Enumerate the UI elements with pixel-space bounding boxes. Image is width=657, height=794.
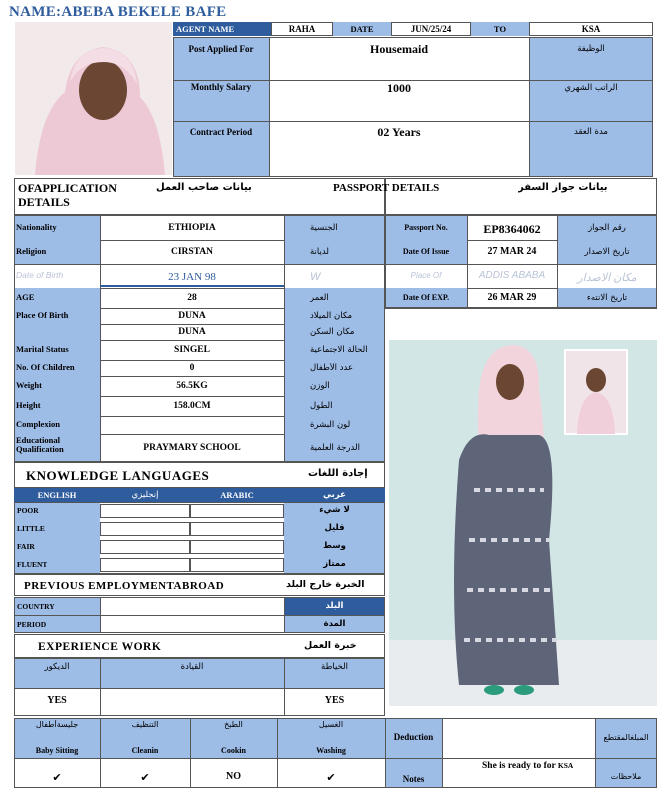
personal-value-9: 158.0CM (173, 400, 211, 411)
passport-value-0: EP8364062 (483, 222, 541, 236)
passport-details-label: PASSPORT DETAILS (333, 182, 440, 194)
skill-babysitting-ar: جليسةأطفال (35, 720, 79, 729)
passport-ar-0: رقم الجواز (588, 222, 626, 233)
personal-ar-2: W (310, 270, 321, 283)
portrait-image (15, 22, 172, 175)
personal-label-3: AGE (16, 292, 35, 302)
personal-label-1: Religion (16, 246, 47, 256)
application-details-label: OFAPPLICATION DETAILS (18, 181, 117, 209)
personal-ar-0: الجنسية (310, 222, 338, 233)
experience-col-driving: القيادة (180, 662, 204, 672)
personal-label-6: Marital Status (16, 344, 69, 354)
skill-washing-value: ✔ (326, 771, 336, 784)
monthly-salary-label: Monthly Salary (190, 82, 252, 92)
contract-period-ar: مدة العقد (574, 127, 608, 137)
skill-washing-label: Washing (316, 746, 346, 755)
skill-cooking-value: NO (226, 771, 241, 782)
personal-ar-5: مكان السكن (310, 326, 355, 337)
skill-babysitting-label: Baby Sitting (35, 746, 79, 755)
languages-title: KNOWLEDGE LANGUAGES (26, 468, 210, 483)
personal-value-0: ETHIOPIA (168, 222, 216, 233)
lang-level-label-1: LITTLE (17, 524, 45, 533)
period-label: PERIOD (17, 620, 47, 629)
post-applied-label: Post Applied For (188, 44, 254, 54)
date-label: DATE (350, 24, 374, 34)
to-value: KSA (581, 24, 601, 34)
notes-ar: ملاحظات (610, 772, 642, 781)
contract-period-value: 02 Years (377, 125, 421, 139)
experience-col-sewing: الخياطة (321, 662, 348, 672)
post-applied-ar: الوظيفة (577, 44, 605, 54)
experience-col-decor: الديكور (44, 662, 70, 672)
personal-value-1: CIRSTAN (170, 246, 214, 257)
skill-cooking-ar: الطبخ (224, 720, 243, 729)
passport-ar-3: تاريخ الانتهء (586, 292, 628, 303)
experience-decor-value: YES (47, 695, 67, 706)
experience-title-ar: خبرة العمل (304, 640, 357, 651)
monthly-salary-value: 1000 (387, 81, 411, 95)
applicant-full-photo (389, 340, 657, 706)
previous-employment-title: PREVIOUS EMPLOYMENTABROAD (24, 580, 225, 592)
passport-value-1: 27 MAR 24 (487, 246, 537, 257)
notes-value: She is ready to for KSA (482, 761, 574, 771)
skill-cleaning-ar: التنظيف (131, 720, 159, 729)
personal-label-10: Complexion (16, 419, 60, 429)
deduction-label: Deduction (393, 732, 434, 742)
passport-ar-2: مكان الاصدار (577, 271, 637, 284)
personal-ar-7: عدد الأطفال (310, 362, 354, 373)
personal-value-2: 23 JAN 98 (168, 270, 216, 283)
personal-label-8: Weight (16, 380, 42, 390)
monthly-salary-ar: الراتب الشهري (564, 83, 618, 93)
passport-label-0: Passport No. (404, 222, 448, 232)
personal-ar-1: لديانة (310, 246, 329, 257)
passport-label-2: Place Of (410, 270, 442, 280)
languages-title-ar: إجادة اللغات (308, 468, 368, 479)
date-value: JUN/25/24 (410, 24, 452, 34)
experience-title: EXPERIENCE WORK (38, 641, 162, 653)
personal-ar-4: مكان الميلاد (310, 310, 353, 321)
personal-label-0: Nationality (16, 222, 57, 232)
personal-label-4: Place Of Birth (16, 310, 69, 320)
personal-label-11: Educational Qualification (16, 436, 64, 454)
lang-level-ar-1: قليل (324, 523, 345, 533)
personal-ar-8: الوزن (310, 380, 330, 391)
personal-ar-10: لون البشرة (310, 419, 351, 430)
deduction-ar: المبلغالمقتطع (603, 733, 649, 742)
lang-level-label-0: POOR (17, 506, 39, 515)
passport-label-1: Date Of Issue (402, 246, 450, 256)
personal-value-6: SINGEL (174, 344, 210, 355)
agent-name-value: RAHA (288, 24, 316, 34)
applicant-portrait (15, 22, 172, 175)
lang-header-arabic: ARABIC (220, 490, 254, 500)
lang-level-ar-2: وسط (323, 541, 346, 551)
contract-period-label: Contract Period (189, 127, 253, 137)
passport-ar-1: تاريخ الاصدار (584, 246, 630, 257)
passport-label-3: Date Of EXP. (402, 292, 450, 302)
lang-header-english: ENGLISH (37, 490, 77, 500)
personal-ar-3: العمر (310, 292, 329, 303)
previous-employment-ar: الخبرة خارج البلد (286, 579, 365, 590)
passport-value-2: ADDIS ABABA (478, 270, 546, 281)
skill-cooking-label: Cookin (221, 746, 246, 755)
skill-cleaning-value: ✔ (140, 771, 150, 784)
experience-sewing-value: YES (324, 695, 345, 706)
personal-value-7: 0 (189, 362, 195, 373)
page-title: NAME:ABEBA BEKELE BAFE (9, 4, 227, 20)
country-label: COUNTRY (17, 602, 55, 611)
lang-header-arabic-ar: عربي (323, 490, 346, 500)
skill-babysitting-value: ✔ (52, 771, 62, 784)
personal-ar-9: الطول (310, 400, 333, 411)
personal-value-11: PRAYMARY SCHOOL (143, 442, 241, 453)
to-label: TO (493, 24, 507, 34)
lang-level-label-3: FLUENT (17, 560, 48, 569)
passport-details-ar: بيانات جواز السفر (518, 182, 608, 193)
passport-value-3: 26 MAR 29 (487, 292, 537, 303)
personal-value-4: DUNA (178, 310, 206, 321)
skill-washing-ar: الغسيل (318, 720, 344, 729)
notes-label: Notes (402, 774, 425, 784)
personal-label-2: Date of Birth (16, 270, 64, 280)
lang-level-ar-0: لا شيء (319, 505, 350, 515)
agent-name-label: AGENT NAME (176, 24, 235, 34)
personal-ar-6: الحالة الاجتماعية (310, 344, 368, 355)
personal-value-8: 56.5KG (176, 380, 208, 391)
lang-level-label-2: FAIR (17, 542, 35, 551)
full-body-image (389, 340, 657, 706)
personal-value-3: 28 (187, 292, 197, 303)
application-details-ar: بيانات صاحب العمل (156, 182, 252, 193)
personal-value-5: DUNA (178, 326, 206, 337)
period-ar: المدة (323, 619, 346, 629)
skill-cleaning-label: Cleanin (131, 746, 159, 755)
personal-label-9: Height (16, 400, 41, 410)
post-applied-value: Housemaid (369, 42, 428, 56)
country-ar: البلد (325, 601, 344, 611)
personal-label-7: No. Of Children (16, 362, 75, 372)
personal-ar-11: الدرجة العلمية (310, 442, 360, 453)
lang-level-ar-3: ممتاز (323, 559, 346, 569)
lang-header-english-ar: إنجليزي (131, 490, 159, 500)
